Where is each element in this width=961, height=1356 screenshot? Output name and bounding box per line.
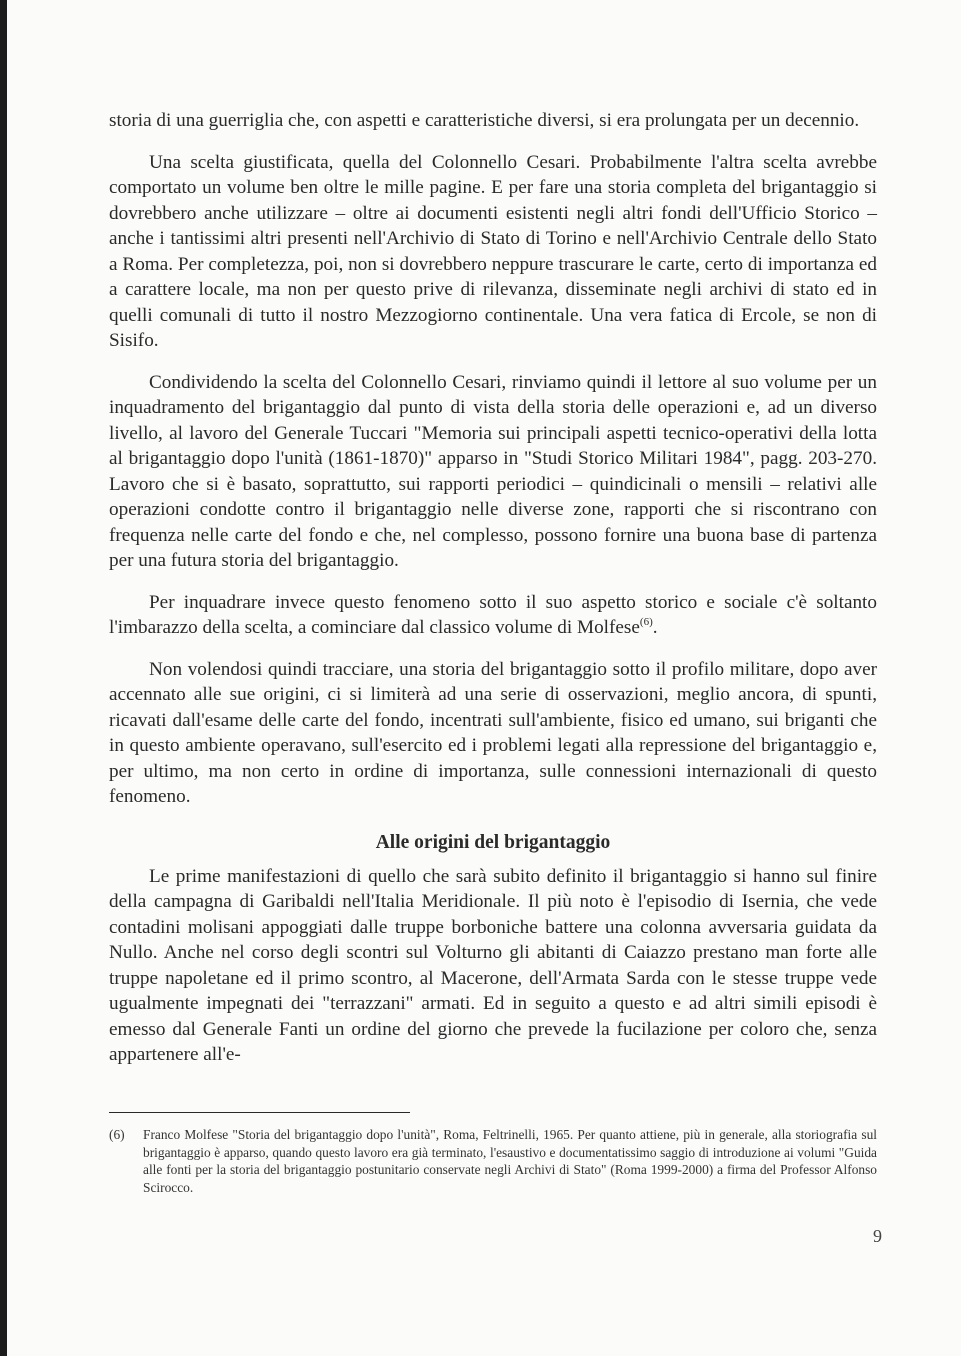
paragraph-cesari-choice: Una scelta giustificata, quella del Colonnello Cesari. Probabilmente l'altra scelta avrebbe comportato un volume ben oltre le mille pagine. E per fare una storia completa del brigantaggio si dovrebbero anche utilizzare – oltre ai documenti esistenti negli altri fondi dell'Ufficio Storico – anche i tantissimi altri presenti nell'Archivio di Stato di Torino e nell'Archivio Centrale dello Stato a Roma. Per completezza, poi, non si dovrebbero neppure trascurare le carte, certo di importanza ed a carattere locale, ma non per questo prive di rilevanza, disseminate negli archivi di stato ed in quelli comunali di tutto il nostro Mezzogiorno continentale. Una vera fatica di Ercole, se non di Sisifo. xyxy=(109,151,877,351)
paragraph-molfese-tail: . xyxy=(652,617,658,638)
page-number: 9 xyxy=(873,1226,882,1246)
binding-edge xyxy=(0,0,7,1356)
paragraph-tuccari: Condividendo la scelta del Colonnello Cesari, rinviamo quindi il lettore al suo volume per un inquadramento del brigantaggio dal punto di vista della storia delle operazioni e, ad un diverso livello, al lavoro del Generale Tuccari "Memoria sui principali aspetti tecnico-operativi della lotta al brigantaggio dopo l'unità (1861-1870)" apparso in "Studi Storico Militari 1984", pagg. 203-270. Lavoro che si è basato, soprattutto, sui rapporti periodici – quindicinali o mensili – relativi alle operazioni condotte contro il brigantaggio nelle diverse zone, rapporti che si riscontrano con frequenza nelle carte del fondo e che, nel complesso, possono fornire una buona base di partenza per una futura storia del brigantaggio. xyxy=(109,371,877,571)
paragraph-origins: Le prime manifestazioni di quello che sarà subito definito il brigantaggio si hanno sul finire della campagna di Garibaldi nell'Italia Meridionale. Il più noto è l'episodio di Isernia, che vede contadini molisani appoggiati dalle truppe borboniche battere una colonna avversaria guidata da Nullo. Anche nel corso degli scontri sul Volturno gli abitanti di Caiazzo prestano man forte alle truppe napoletane ed il primo scontro, al Macerone, dell'Armata Sarda con le stesse truppe vede ugualmente impegnati dei "terrazzani" armati. Ed in seguito a questo e ad altri simili episodi è emesso dal Generale Fanti un ordine del giorno che prevede la fucilazione per coloro che, senza appartenere all'e- xyxy=(109,865,877,1065)
paragraph-outline: Non volendosi quindi tracciare, una storia del brigantaggio sotto il profilo militare, dopo aver accennato alle sue origini, ci si limiterà ad una serie di osservazioni, meglio ancora, di spunti, ricavati dall'esame delle carte del fondo, incentrati sull'ambiente, fisico ed umano, sui briganti che in questo ambiente operavano, sull'esercito ed i problemi legati alla repressione del brigantaggio e, per ultimo, ma non certo in ordine di importanza, sulle connessioni internazionali di questo fenomeno. xyxy=(109,658,877,807)
page-body xyxy=(109,108,877,1068)
footnote-reference[interactable]: (6) xyxy=(639,616,653,628)
footnote-text: Franco Molfese "Storia del brigantaggio dopo l'unità", Roma, Feltrinelli, 1965. Per quanto attiene, più in generale, alla storiografia sul brigantaggio è apparso, quando questo lavoro era già terminato, l'esaustivo e documentatissimo saggio di introduzione ai volumi "Guida alle fonti per la storia del brigantaggio postunitario conservate negli Archivi di Stato" (Roma 1999-2000) a firma del Professor Alfonso Scirocco. xyxy=(143,1127,877,1195)
footnote-mark: (6) xyxy=(109,1127,125,1142)
paragraph-continuation: storia di una guerriglia che, con aspetti e caratteristiche diversi, si era prolungata per un decennio. xyxy=(109,110,860,131)
footnote xyxy=(109,1126,877,1196)
footnote-divider xyxy=(109,1112,410,1113)
section-heading: Alle origini del brigantaggio xyxy=(375,831,611,853)
paragraph-molfese-text: Per inquadrare invece questo fenomeno sotto il suo aspetto storico e sociale c'è soltanto l'imbarazzo della scelta, a cominciare dal classico volume di Molfese xyxy=(109,591,877,638)
paragraph-molfese xyxy=(109,590,877,641)
